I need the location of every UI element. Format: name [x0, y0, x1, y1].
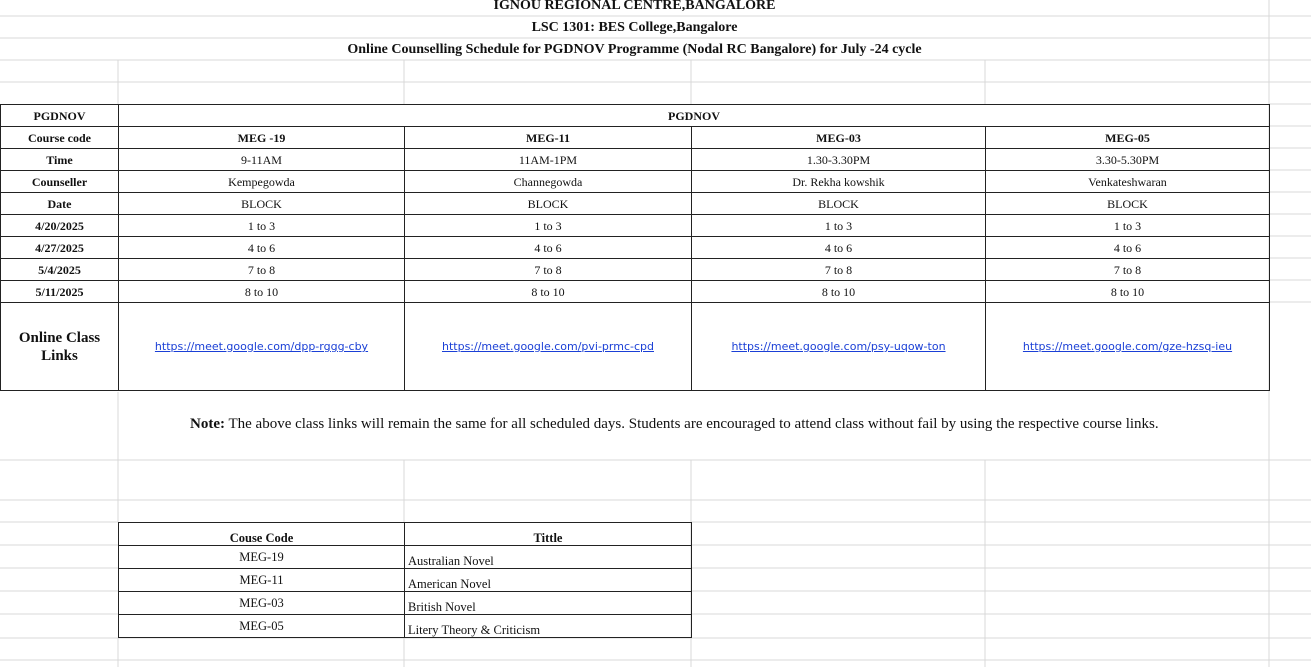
corner-cell: PGDNOV	[1, 105, 119, 127]
course-code-cell: MEG-03	[692, 127, 986, 149]
row-label-date: Date	[1, 193, 119, 215]
time-row	[1, 149, 1270, 171]
header-regional-centre: IGNOU REGIONAL CENTRE,BANGALORE	[493, 0, 776, 13]
block-cell: 1 to 3	[986, 215, 1270, 237]
programme-header: PGDNOV	[119, 105, 1270, 127]
block-cell: 7 to 8	[119, 259, 405, 281]
link-cell	[405, 303, 692, 391]
course-title-cell: American Novel	[405, 569, 692, 592]
link-cell	[692, 303, 986, 391]
note	[190, 416, 1159, 433]
row-label-course-code: Course code	[1, 127, 119, 149]
block-cell: 8 to 10	[405, 281, 692, 303]
block-cell: 4 to 6	[692, 237, 986, 259]
counseller-cell: Venkateshwaran	[986, 171, 1270, 193]
header-course-code: Couse Code	[119, 523, 405, 546]
link-cell	[119, 303, 405, 391]
course-title-cell: Australian Novel	[405, 546, 692, 569]
counseller-cell: Dr. Rekha kowshik	[692, 171, 986, 193]
block-cell: 8 to 10	[692, 281, 986, 303]
course-code-cell: MEG-19	[119, 546, 405, 569]
row-label-counseller: Counseller	[1, 171, 119, 193]
course-title-row	[119, 615, 692, 638]
date-header-row	[1, 193, 1270, 215]
counseller-cell: Kempegowda	[119, 171, 405, 193]
course-title-cell: Litery Theory & Criticism	[405, 615, 692, 638]
date-row	[1, 259, 1270, 281]
block-header-cell: BLOCK	[119, 193, 405, 215]
course-code-cell: MEG-05	[119, 615, 405, 638]
course-code-cell: MEG-03	[119, 592, 405, 615]
course-title-cell: British Novel	[405, 592, 692, 615]
note-label: Note:	[190, 416, 225, 432]
block-header-cell: BLOCK	[405, 193, 692, 215]
class-link[interactable]: https://meet.google.com/dpp-rggg-cby	[154, 340, 369, 353]
block-cell: 7 to 8	[692, 259, 986, 281]
date-row	[1, 215, 1270, 237]
counseller-cell: Channegowda	[405, 171, 692, 193]
course-code-cell: MEG-05	[986, 127, 1270, 149]
date-row	[1, 237, 1270, 259]
course-title-row	[119, 592, 692, 615]
block-header-cell: BLOCK	[692, 193, 986, 215]
block-cell: 1 to 3	[119, 215, 405, 237]
programme-row	[1, 105, 1270, 127]
date-cell: 5/11/2025	[1, 281, 119, 303]
note-text: The above class links will remain the same for all scheduled days. Students are encouraged to attend class without fail by using the respective course links.	[224, 416, 1159, 432]
time-cell: 11AM-1PM	[405, 149, 692, 171]
block-cell: 1 to 3	[692, 215, 986, 237]
course-code-cell: MEG-11	[119, 569, 405, 592]
course-code-cell: MEG-11	[405, 127, 692, 149]
date-cell: 4/27/2025	[1, 237, 119, 259]
class-link[interactable]: https://meet.google.com/pvi-prmc-cpd	[441, 340, 654, 353]
class-link[interactable]: https://meet.google.com/psy-uqow-ton	[731, 340, 946, 353]
links-row	[1, 303, 1270, 391]
time-cell: 9-11AM	[119, 149, 405, 171]
row-label-time: Time	[1, 149, 119, 171]
block-cell: 8 to 10	[119, 281, 405, 303]
class-link[interactable]: https://meet.google.com/gze-hzsq-ieu	[1022, 340, 1233, 353]
schedule-table	[0, 104, 1270, 391]
block-cell: 4 to 6	[119, 237, 405, 259]
course-title-row	[119, 546, 692, 569]
block-cell: 4 to 6	[986, 237, 1270, 259]
link-cell	[986, 303, 1270, 391]
counseller-row	[1, 171, 1270, 193]
course-title-table	[118, 522, 692, 638]
block-cell: 4 to 6	[405, 237, 692, 259]
time-cell: 3.30-5.30PM	[986, 149, 1270, 171]
block-cell: 7 to 8	[405, 259, 692, 281]
date-cell: 5/4/2025	[1, 259, 119, 281]
block-cell: 8 to 10	[986, 281, 1270, 303]
header-study-centre: LSC 1301: BES College,Bangalore	[531, 20, 738, 35]
date-cell: 4/20/2025	[1, 215, 119, 237]
header-schedule-title: Online Counselling Schedule for PGDNOV Programme (Nodal RC Bangalore) for July -24 cycle	[347, 42, 922, 57]
time-cell: 1.30-3.30PM	[692, 149, 986, 171]
header-title: Tittle	[405, 523, 692, 546]
row-label-online-class-links: Online Class Links	[1, 303, 119, 391]
block-header-cell: BLOCK	[986, 193, 1270, 215]
course-code-cell: MEG -19	[119, 127, 405, 149]
course-title-row	[119, 569, 692, 592]
block-cell: 1 to 3	[405, 215, 692, 237]
course-code-row	[1, 127, 1270, 149]
date-row	[1, 281, 1270, 303]
course-title-header-row	[119, 523, 692, 546]
block-cell: 7 to 8	[986, 259, 1270, 281]
